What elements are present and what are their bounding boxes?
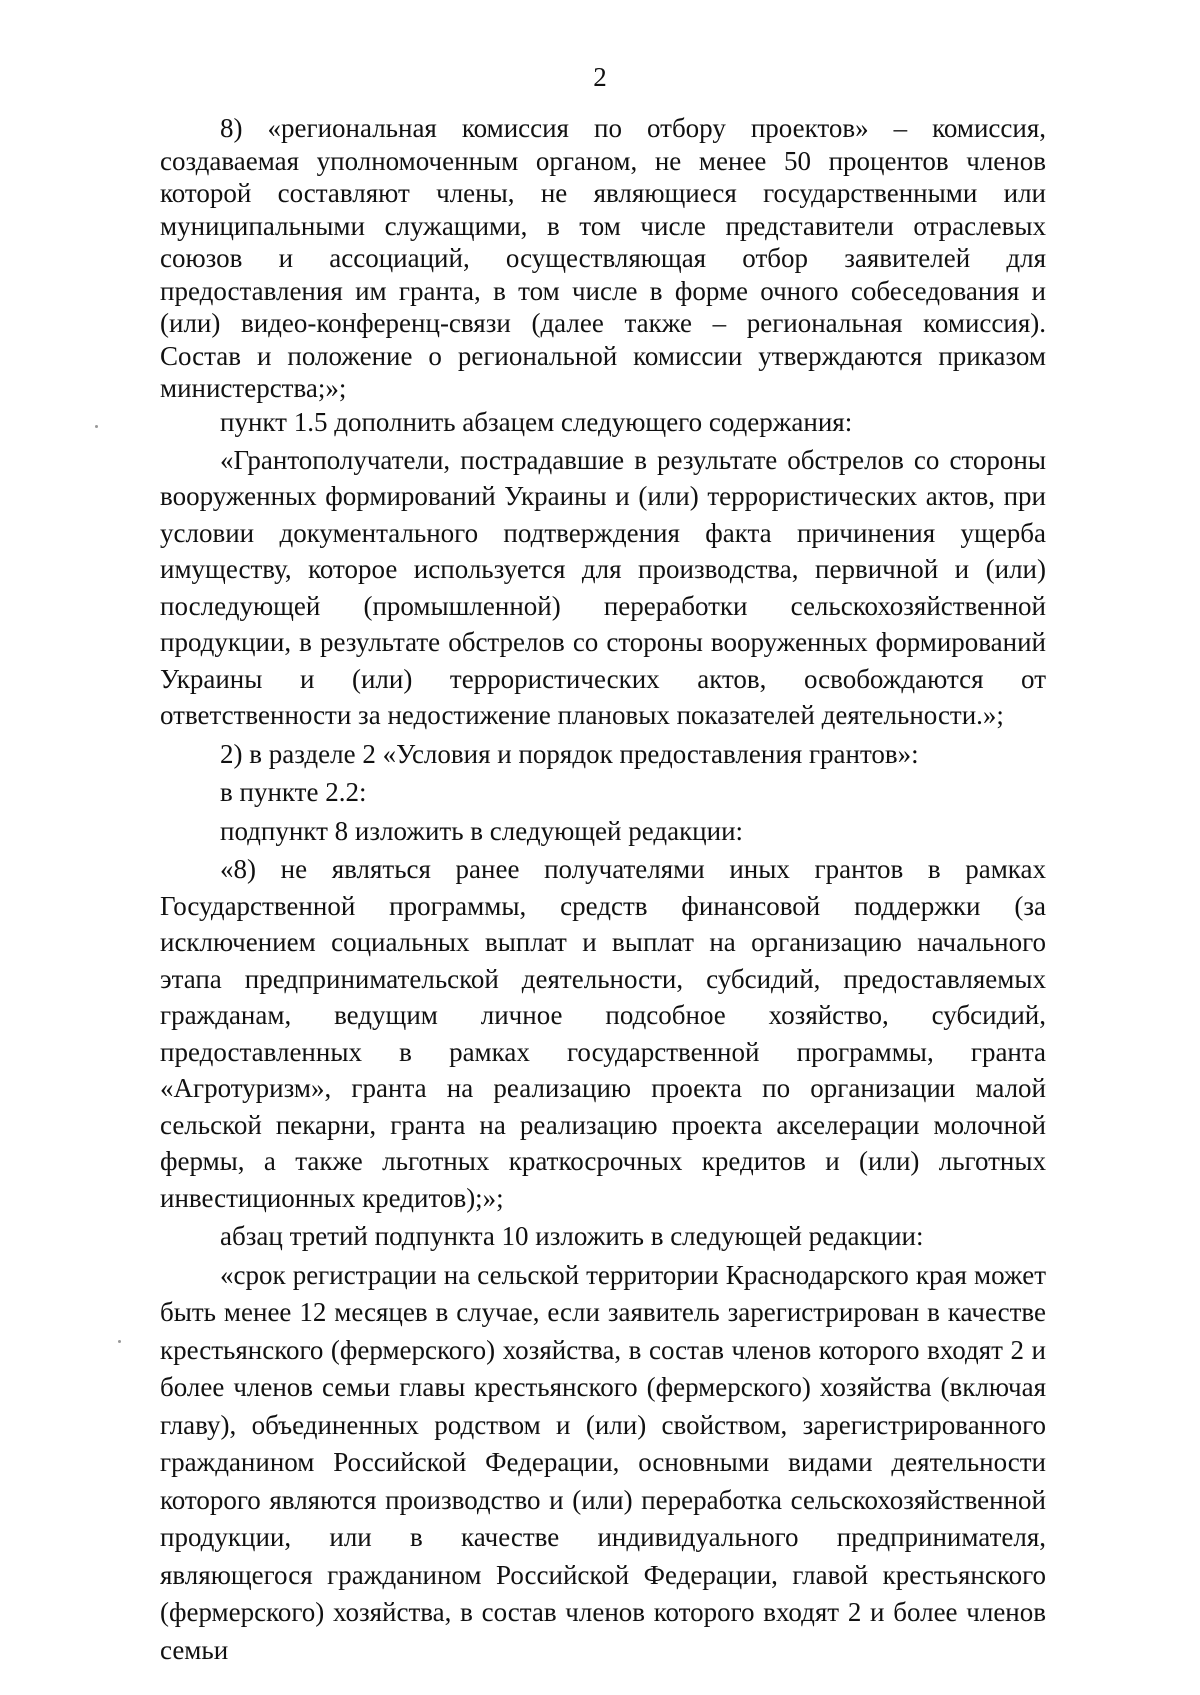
scan-speck bbox=[95, 425, 98, 428]
paragraph-registration-term: «срок регистрации на сельской территории Краснодарского края может быть менее 12 месяцев в случае, если заявитель зарегистрирован в качестве крестьянского (фермерского) хозяйства, в состав членов которого входят 2 и более членов семьи главы крестьянского (фермерского) хозяйства (включая главу), объединенных родством и (или) свойством, зарегистрированного гражданином Российской Федерации, основными видами деятельности которого являются производство и (или) переработка сельскохозяйственной продукции, или в качестве индивидуального предпринимателя, являющегося гражданином Российской Федерации, главой крестьянского (фермерского) хозяйства, в состав членов которого входят 2 и более членов семьи bbox=[160, 1259, 1046, 1665]
paragraph-point-2-2: в пункте 2.2: bbox=[220, 777, 367, 807]
paragraph-point-1-5: пункт 1.5 дополнить абзацем следующего содержания: bbox=[220, 406, 853, 437]
paragraph-section-2: 2) в разделе 2 «Условия и порядок предоставления грантов»: bbox=[220, 738, 919, 769]
paragraph-subpoint-10: абзац третий подпункта 10 изложить в следующей редакции: bbox=[220, 1221, 924, 1251]
document-body bbox=[160, 112, 1046, 1669]
paragraph-regional-commission: 8) «региональная комиссия по отбору проектов» – комиссия, создаваемая уполномоченным органом, не менее 50 процентов членов которой составляют члены, не являющиеся государственными или муниципальными служащими, в том числе представители отраслевых союзов и ассоциаций, осуществляющая отбор заявителей для предоставления им гранта, в том числе в форме очного собеседования и (или) видео-конференц-связи (далее также – региональная комиссия). Состав и положение о региональной комиссии утверждаются приказом министерства;»; bbox=[160, 113, 1046, 403]
page-number: 2 bbox=[593, 62, 607, 92]
scan-speck bbox=[118, 1340, 121, 1343]
paragraph-subpoint-8: подпункт 8 изложить в следующей редакции: bbox=[220, 815, 744, 846]
paragraph-subpoint-8-text: «8) не являться ранее получателями иных грантов в рамках Государственной программы, средств финансовой поддержки (за исключением социальных выплат и выплат на организацию начального этапа предпринимательской деятельности, субсидий, предоставляемых гражданам, ведущим личное подсобное хозяйство, субсидий, предоставленных в рамках государственной программы, гранта «Агротуризм», гранта на реализацию проекта по организации малой сельской пекарни, гранта на реализацию проекта акселерации молочной фермы, а также льготных краткосрочных кредитов и (или) льготных инвестиционных кредитов);»; bbox=[160, 854, 1046, 1213]
paragraph-grant-recipients: «Грантополучатели, пострадавшие в результате обстрелов со стороны вооруженных формирований Украины и (или) террористических актов, при условии документального подтверждения факта причинения ущерба имуществу, которое используется для производства, первичной и (или) последующей (промышленной) переработки сельскохозяйственной продукции, в результате обстрелов со стороны вооруженных формирований Украины и (или) террористических актов, освобождаются от ответственности за недостижение плановых показателей деятельности.»; bbox=[160, 444, 1046, 730]
